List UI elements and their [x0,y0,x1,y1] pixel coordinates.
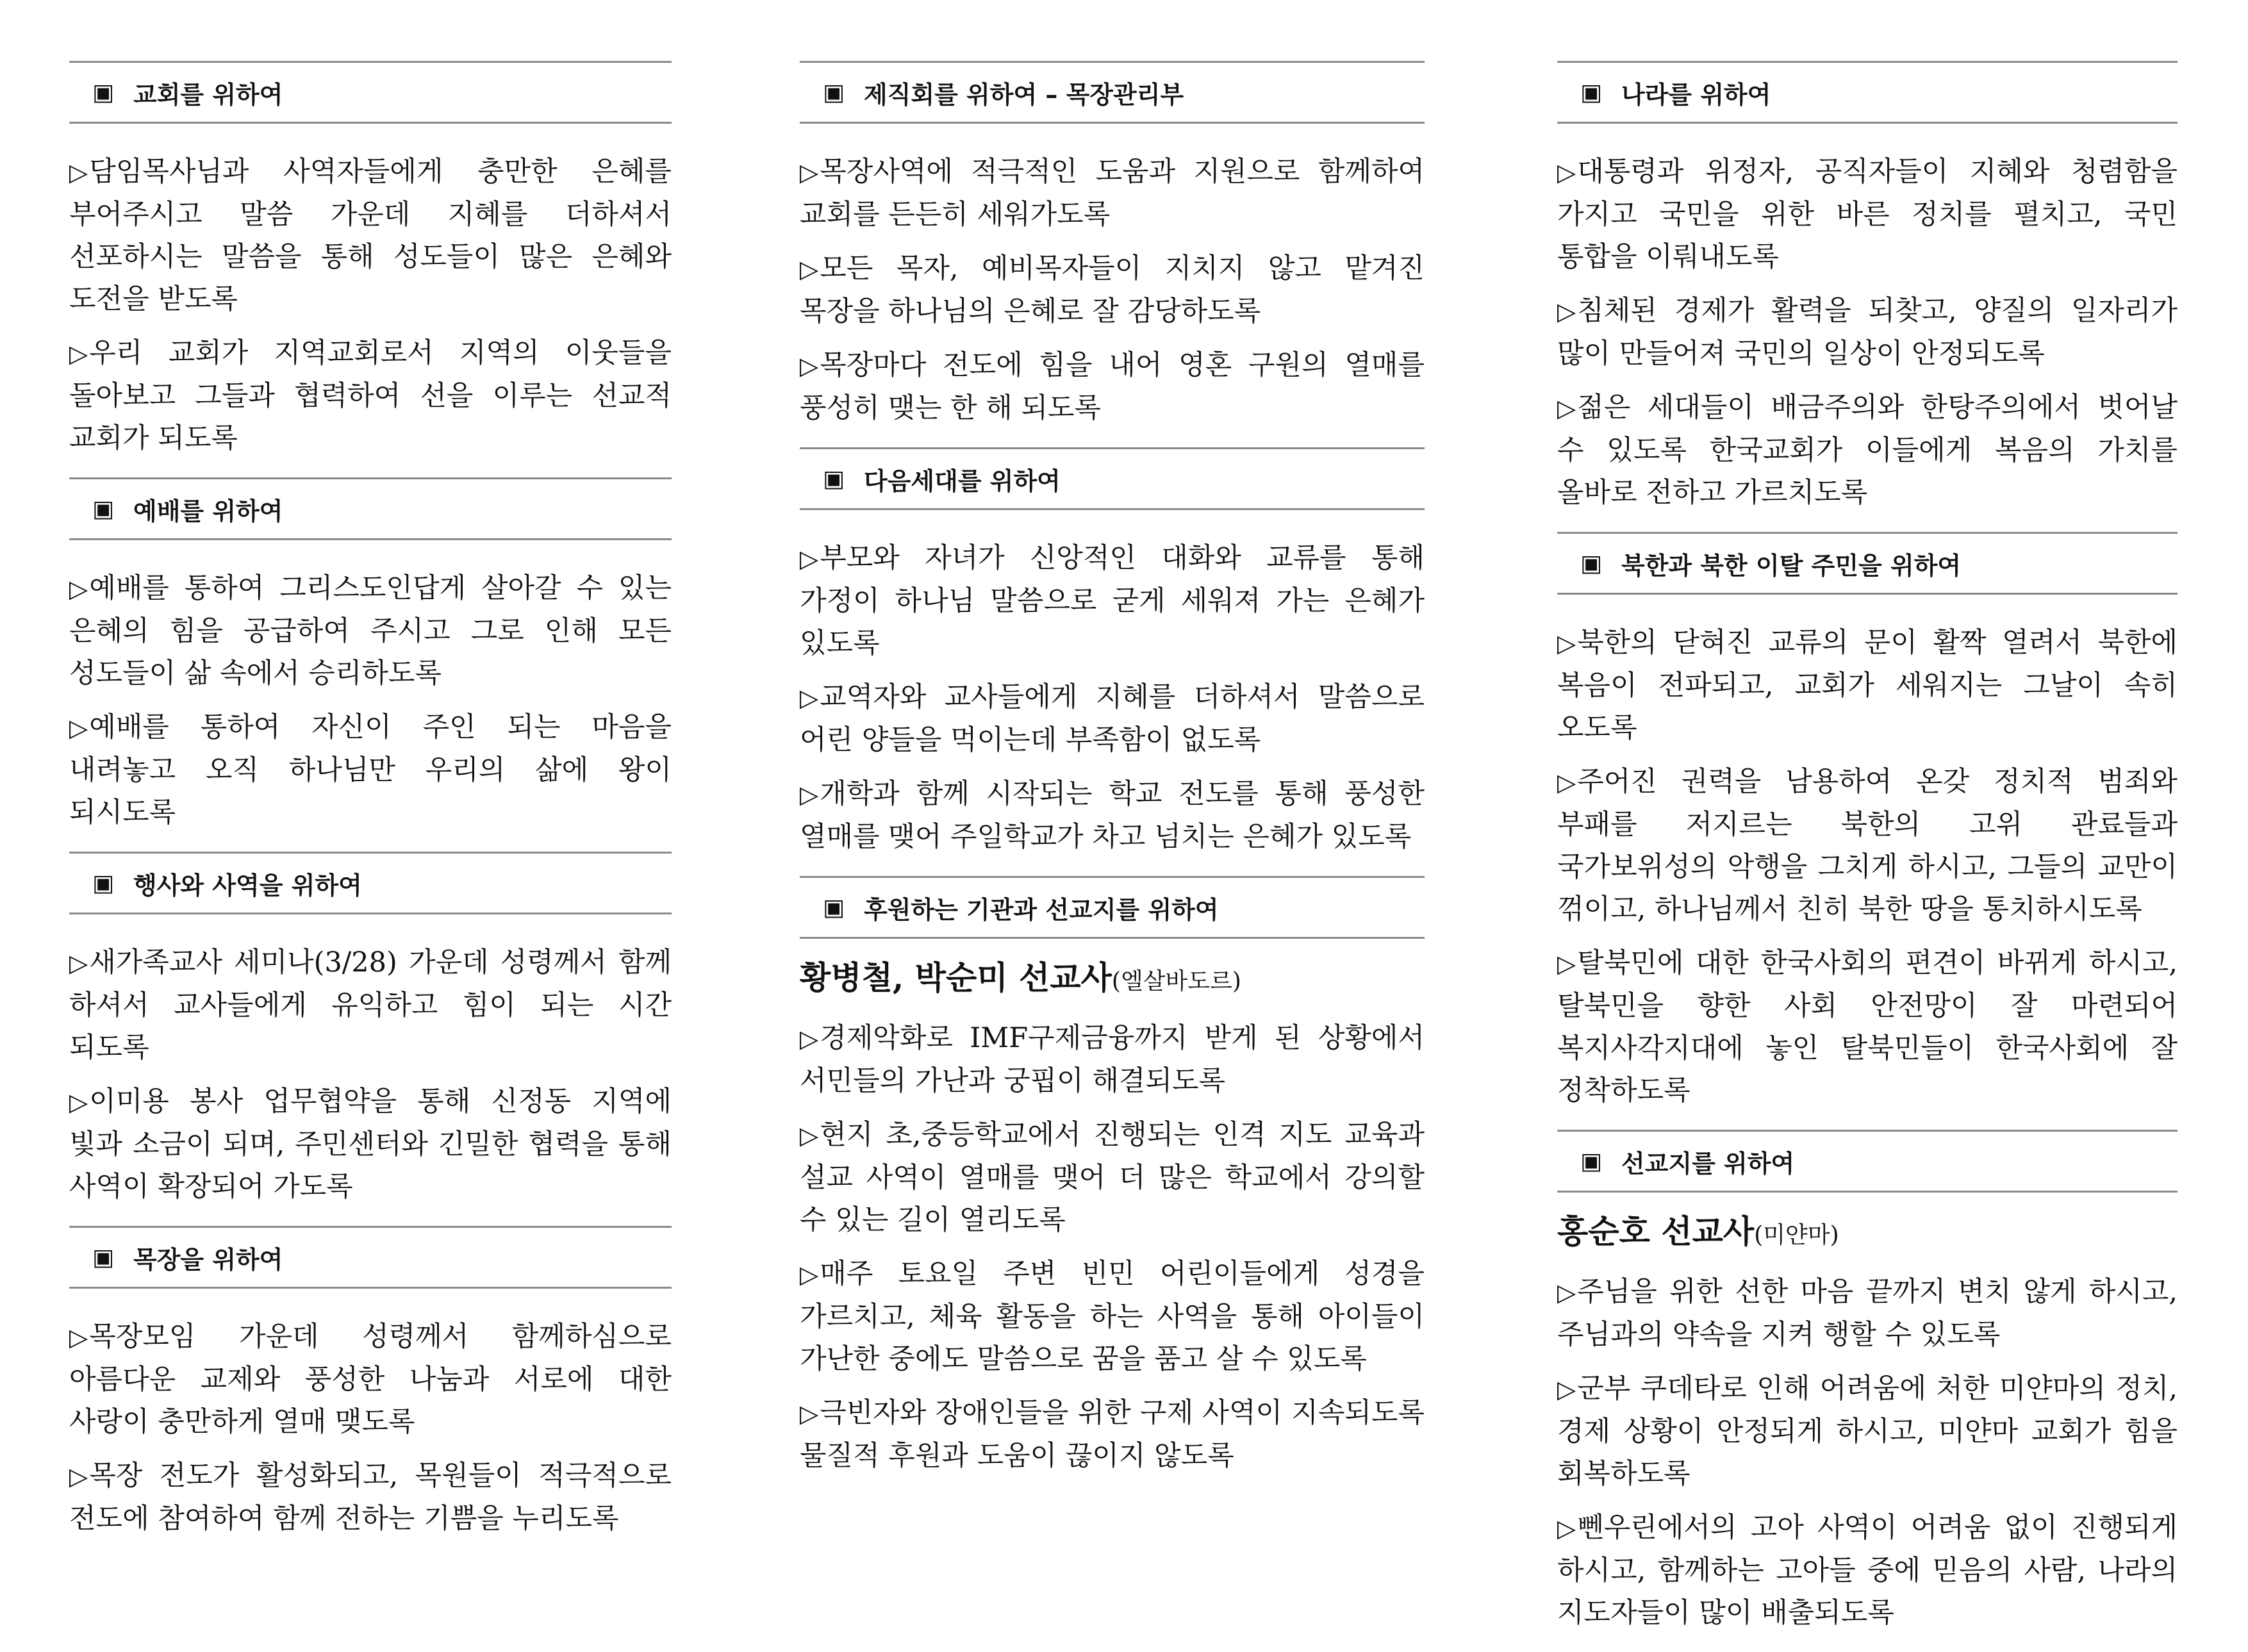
section-supported-missions [800,876,1425,1495]
triangle-bullet-icon: ▷ [800,158,819,186]
prayer-item: ▷경제악화로 IMF구제금융까지 받게 된 상황에서 서민들의 가난과 궁핍이 해결되도록 [800,1017,1425,1102]
section-title: 목장을 위하여 [133,1245,283,1274]
prayer-item: ▷우리 교회가 지역교회로서 지역의 이웃들을 돌아보고 그들과 협력하여 선을 이루는 선교적 교회가 되도록 [69,332,672,459]
triangle-bullet-icon: ▷ [800,1400,819,1428]
prayer-item: ▷담임목사님과 사역자들에게 충만한 은혜를 부어주시고 말씀 가운데 지혜를 더하셔서 선포하시는 말씀을 통해 성도들이 많은 은혜와 도전을 받도록 [69,151,672,320]
section-next-generation [800,447,1425,876]
column-middle [800,61,1425,1495]
missionary-name: 홍순호 선교사 [1557,1212,1755,1250]
triangle-bullet-icon: ▷ [800,545,819,573]
triangle-bullet-icon: ▷ [800,1260,819,1289]
triangle-bullet-icon: ▷ [1557,394,1576,422]
triangle-bullet-icon: ▷ [69,714,88,742]
missionary-heading [1557,1209,2178,1258]
square-bullet-icon: ▣ [92,870,115,896]
triangle-bullet-icon: ▷ [1557,1375,1576,1403]
triangle-bullet-icon: ▷ [69,1462,88,1491]
section-header [1557,532,2178,595]
square-bullet-icon: ▣ [92,79,115,106]
prayer-item: ▷군부 쿠데타로 인해 어려움에 처한 미얀마의 정치, 경제 상황이 안정되게 하시고, 미얀마 교회가 힘을 회복하도록 [1557,1367,2178,1495]
prayer-item: ▷개학과 함께 시작되는 학교 전도를 통해 풍성한 열매를 맺어 주일학교가 차고 넘치는 은혜가 있도록 [800,773,1425,858]
section-header [800,61,1425,124]
prayer-item: ▷주어진 권력을 남용하여 온갖 정치적 범죄와 부패를 저지르는 북한의 고위 관료들과 국가보위성의 악행을 그치게 하시고, 그들의 교만이 꺾이고, 하나님께서 친히 북한 땅을 통치하시도록 [1557,761,2178,930]
triangle-bullet-icon: ▷ [1557,1514,1576,1542]
prayer-item: ▷이미용 봉사 업무협약을 통해 신정동 지역에 빛과 소금이 되며, 주민센터와 긴밀한 협력을 통해 사역이 확장되어 가도록 [69,1080,672,1208]
section-cell-groups [69,1226,672,1558]
triangle-bullet-icon: ▷ [69,1088,88,1116]
section-title: 후원하는 기관과 선교지를 위하여 [864,895,1219,924]
missionary-name: 황병철, 박순미 선교사 [800,959,1112,996]
prayer-item: ▷침체된 경제가 활력을 되찾고, 양질의 일자리가 많이 만들어져 국민의 일상이 안정되도록 [1557,290,2178,375]
prayer-item: ▷부모와 자녀가 신앙적인 대화와 교류를 통해 가정이 하나님 말씀으로 굳게 세워져 가는 은혜가 있도록 [800,537,1425,665]
square-bullet-icon: ▣ [1580,1148,1603,1175]
prayer-item: ▷새가족교사 세미나(3/28) 가운데 성령께서 함께 하셔서 교사들에게 유익하고 힘이 되는 시간 되도록 [69,941,672,1069]
missionary-heading [800,955,1425,1004]
section-header [69,1226,672,1289]
section-title: 나라를 위하여 [1621,80,1771,109]
triangle-bullet-icon: ▷ [1557,1278,1576,1307]
section-title: 다음세대를 위하여 [864,467,1061,495]
section-title: 교회를 위하여 [133,80,283,109]
section-mission-field [1557,1130,2178,1652]
prayer-item: ▷북한의 닫혀진 교류의 문이 활짝 열려서 북한에 복음이 전파되고, 교회가 세워지는 그날이 속히 오도록 [1557,622,2178,749]
prayer-item: ▷모든 목자, 예비목자들이 지치지 않고 맡겨진 목장을 하나님의 은혜로 잘 감당하도록 [800,247,1425,333]
prayer-item: ▷뻰우린에서의 고아 사역이 어려움 없이 진행되게 하시고, 함께하는 고아들 중에 믿음의 사람, 나라의 지도자들이 많이 배출되도록 [1557,1507,2178,1634]
prayer-item: ▷예배를 통하여 자신이 주인 되는 마음을 내려놓고 오직 하나님만 우리의 삶에 왕이 되시도록 [69,706,672,834]
square-bullet-icon: ▣ [92,1244,115,1271]
triangle-bullet-icon: ▷ [800,781,819,809]
prayer-item: ▷젊은 세대들이 배금주의와 한탕주의에서 벗어날 수 있도록 한국교회가 이들에게 복음의 가치를 올바로 전하고 가르치도록 [1557,386,2178,514]
section-title: 선교지를 위하여 [1621,1149,1795,1178]
section-events [69,852,672,1226]
section-title: 예배를 위하여 [133,497,283,525]
section-header [800,447,1425,510]
triangle-bullet-icon: ▷ [1557,950,1576,978]
prayer-item: ▷목장모임 가운데 성령께서 함께하심으로 아름다운 교제와 풍성한 나눔과 서로에 대한 사랑이 충만하게 열매 맺도록 [69,1316,672,1443]
prayer-item: ▷목장사역에 적극적인 도움과 지원으로 함께하여 교회를 든든히 세워가도록 [800,151,1425,236]
triangle-bullet-icon: ▷ [1557,629,1576,657]
triangle-bullet-icon: ▷ [800,352,819,380]
triangle-bullet-icon: ▷ [1557,768,1576,797]
prayer-item: ▷탈북민에 대한 한국사회의 편견이 바뀌게 하시고, 탈북민을 향한 사회 안전망이 잘 마련되어 복지사각지대에 놓인 탈북민들이 한국사회에 잘 정착하도록 [1557,942,2178,1112]
section-header [69,61,672,124]
column-right [1557,61,2178,1652]
triangle-bullet-icon: ▷ [69,340,88,368]
triangle-bullet-icon: ▷ [800,255,819,283]
section-worship [69,477,672,852]
prayer-item: ▷주님을 위한 선한 마음 끝까지 변치 않게 하시고, 주님과의 약속을 지켜 행할 수 있도록 [1557,1271,2178,1356]
section-header [800,876,1425,939]
section-title: 행사와 사역을 위하여 [133,871,362,900]
triangle-bullet-icon: ▷ [69,949,88,977]
missionary-location: (미얀마) [1754,1222,1839,1248]
section-header [69,477,672,540]
prayer-item: ▷극빈자와 장애인들을 위한 구제 사역이 지속되도록 물질적 후원과 도움이 끊이지 않도록 [800,1392,1425,1477]
square-bullet-icon: ▣ [823,465,845,492]
missionary-location: (엘살바도르) [1111,968,1241,995]
square-bullet-icon: ▣ [1580,79,1603,106]
section-header [1557,61,2178,124]
prayer-item: ▷목장마다 전도에 힘을 내어 영혼 구원의 열매를 풍성히 맺는 한 해 되도록 [800,344,1425,429]
triangle-bullet-icon: ▷ [69,1323,88,1351]
section-title: 제직회를 위하여 – 목장관리부 [864,80,1184,109]
triangle-bullet-icon: ▷ [800,684,819,712]
section-nation [1557,61,2178,532]
triangle-bullet-icon: ▷ [800,1025,819,1053]
triangle-bullet-icon: ▷ [1557,158,1576,186]
triangle-bullet-icon: ▷ [69,158,88,186]
section-deacons [800,61,1425,447]
triangle-bullet-icon: ▷ [1557,297,1576,326]
triangle-bullet-icon: ▷ [800,1121,819,1150]
square-bullet-icon: ▣ [92,495,115,522]
prayer-item: ▷매주 토요일 주변 빈민 어린이들에게 성경을 가르치고, 체육 활동을 하는 사역을 통해 아이들이 가난한 중에도 말씀으로 꿈을 품고 살 수 있도록 [800,1253,1425,1380]
prayer-item: ▷예배를 통하여 그리스도인답게 살아갈 수 있는 은혜의 힘을 공급하여 주시고 그로 인해 모든 성도들이 삶 속에서 승리하도록 [69,567,672,695]
prayer-item: ▷교역자와 교사들에게 지혜를 더하셔서 말씀으로 어린 양들을 먹이는데 부족함이 없도록 [800,676,1425,761]
section-church [69,61,672,477]
prayer-item: ▷현지 초,중등학교에서 진행되는 인격 지도 교육과 설교 사역이 열매를 맺어 더 많은 학교에서 강의할 수 있는 길이 열리도록 [800,1114,1425,1241]
section-north-korea [1557,532,2178,1130]
section-header [1557,1130,2178,1193]
triangle-bullet-icon: ▷ [69,575,88,603]
prayer-item: ▷목장 전도가 활성화되고, 목원들이 적극적으로 전도에 참여하여 함께 전하는 기쁨을 누리도록 [69,1455,672,1540]
prayer-item: ▷대통령과 위정자, 공직자들이 지혜와 청렴함을 가지고 국민을 위한 바른 정치를 펼치고, 국민 통합을 이뤄내도록 [1557,151,2178,278]
section-header [69,852,672,914]
square-bullet-icon: ▣ [823,894,845,921]
square-bullet-icon: ▣ [1580,550,1603,577]
square-bullet-icon: ▣ [823,79,845,106]
column-left [69,61,672,1558]
section-title: 북한과 북한 이탈 주민을 위하여 [1621,551,1962,580]
